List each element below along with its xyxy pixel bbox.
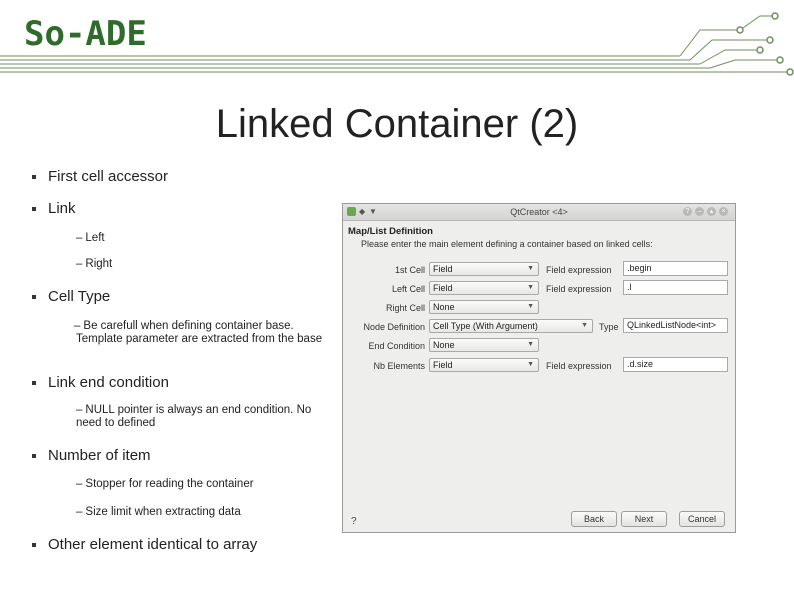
help-window-icon[interactable]: ? (683, 207, 692, 216)
bullet-cell-type: Cell Type (30, 288, 110, 305)
chevron-down-icon: ▼ (527, 341, 534, 348)
bullet-first-cell-accessor: First cell accessor (30, 168, 168, 185)
nb-elements-expr-input[interactable]: .d.size (623, 357, 728, 372)
sub-bullet-size-limit: – Size limit when extracting data (76, 506, 241, 518)
chevron-down-icon: ▼ (527, 284, 534, 291)
node-definition-label: Node Definition (363, 322, 425, 332)
so-ade-logo: So-ADE (24, 14, 147, 54)
first-cell-expr-label: Field expression (546, 265, 612, 275)
node-type-label: Type (599, 322, 619, 332)
bullet-number-of-item: Number of item (30, 447, 151, 464)
bullet-link-end-condition: Link end condition (30, 374, 169, 391)
back-button[interactable]: Back (571, 511, 617, 527)
sub-bullet-stopper: – Stopper for reading the container (76, 478, 254, 490)
node-type-input[interactable]: QLinkedListNode<int> (623, 318, 728, 333)
map-list-definition-dialog (342, 203, 736, 533)
left-cell-expr-input[interactable]: .l (623, 280, 728, 295)
close-icon[interactable]: × (719, 207, 728, 216)
dialog-titlebar[interactable] (343, 204, 735, 221)
left-cell-label: Left Cell (391, 284, 425, 294)
window-title: QtCreator <4> (510, 207, 568, 217)
sub-bullet-left: – Left (76, 232, 105, 244)
left-cell-combo[interactable]: Field ▼ (429, 281, 539, 295)
next-button[interactable]: Next (621, 511, 667, 527)
bullet-link: Link (30, 200, 76, 217)
sub-bullet-carefull: – Be carefull when defining container base. Template parameter are extracted from the base (74, 320, 323, 345)
sub-bullet-null-pointer: – NULL pointer is always an end condition. No need to defined (76, 404, 312, 429)
dialog-heading: Map/List Definition (348, 226, 433, 237)
right-cell-combo[interactable]: None ▼ (429, 300, 539, 314)
chevron-down-icon: ▼ (527, 361, 534, 368)
nb-elements-combo[interactable]: Field ▼ (429, 358, 539, 372)
cancel-button[interactable]: Cancel (679, 511, 725, 527)
whats-this-help-icon[interactable]: ? (351, 516, 357, 527)
pin-icon[interactable]: ◆ (359, 207, 366, 216)
first-cell-label: 1st Cell (394, 265, 425, 275)
end-condition-label: End Condition (368, 341, 425, 351)
chevron-down-icon: ▼ (581, 322, 588, 329)
end-condition-combo[interactable]: None ▼ (429, 338, 539, 352)
slide-title: Linked Container (2) (215, 102, 579, 146)
maximize-icon[interactable]: ▴ (707, 207, 716, 216)
bullet-other-element: Other element identical to array (30, 536, 257, 553)
nb-elements-expr-label: Field expression (546, 361, 612, 371)
sub-bullet-right: – Right (76, 258, 113, 270)
right-cell-label: Right Cell (385, 303, 425, 313)
minimize-icon[interactable]: – (695, 207, 704, 216)
chevron-down-icon: ▼ (527, 303, 534, 310)
chevron-down-icon: ▼ (527, 265, 534, 272)
dialog-subtitle: Please enter the main element defining a container based on linked cells: (361, 239, 653, 249)
collapse-icon[interactable]: ▼ (369, 207, 377, 216)
left-cell-expr-label: Field expression (546, 284, 612, 294)
nb-elements-label: Nb Elements (373, 361, 425, 371)
first-cell-expr-input[interactable]: .begin (623, 261, 728, 276)
node-definition-combo[interactable]: Cell Type (With Argument) ▼ (429, 319, 593, 333)
first-cell-combo[interactable]: Field ▼ (429, 262, 539, 276)
